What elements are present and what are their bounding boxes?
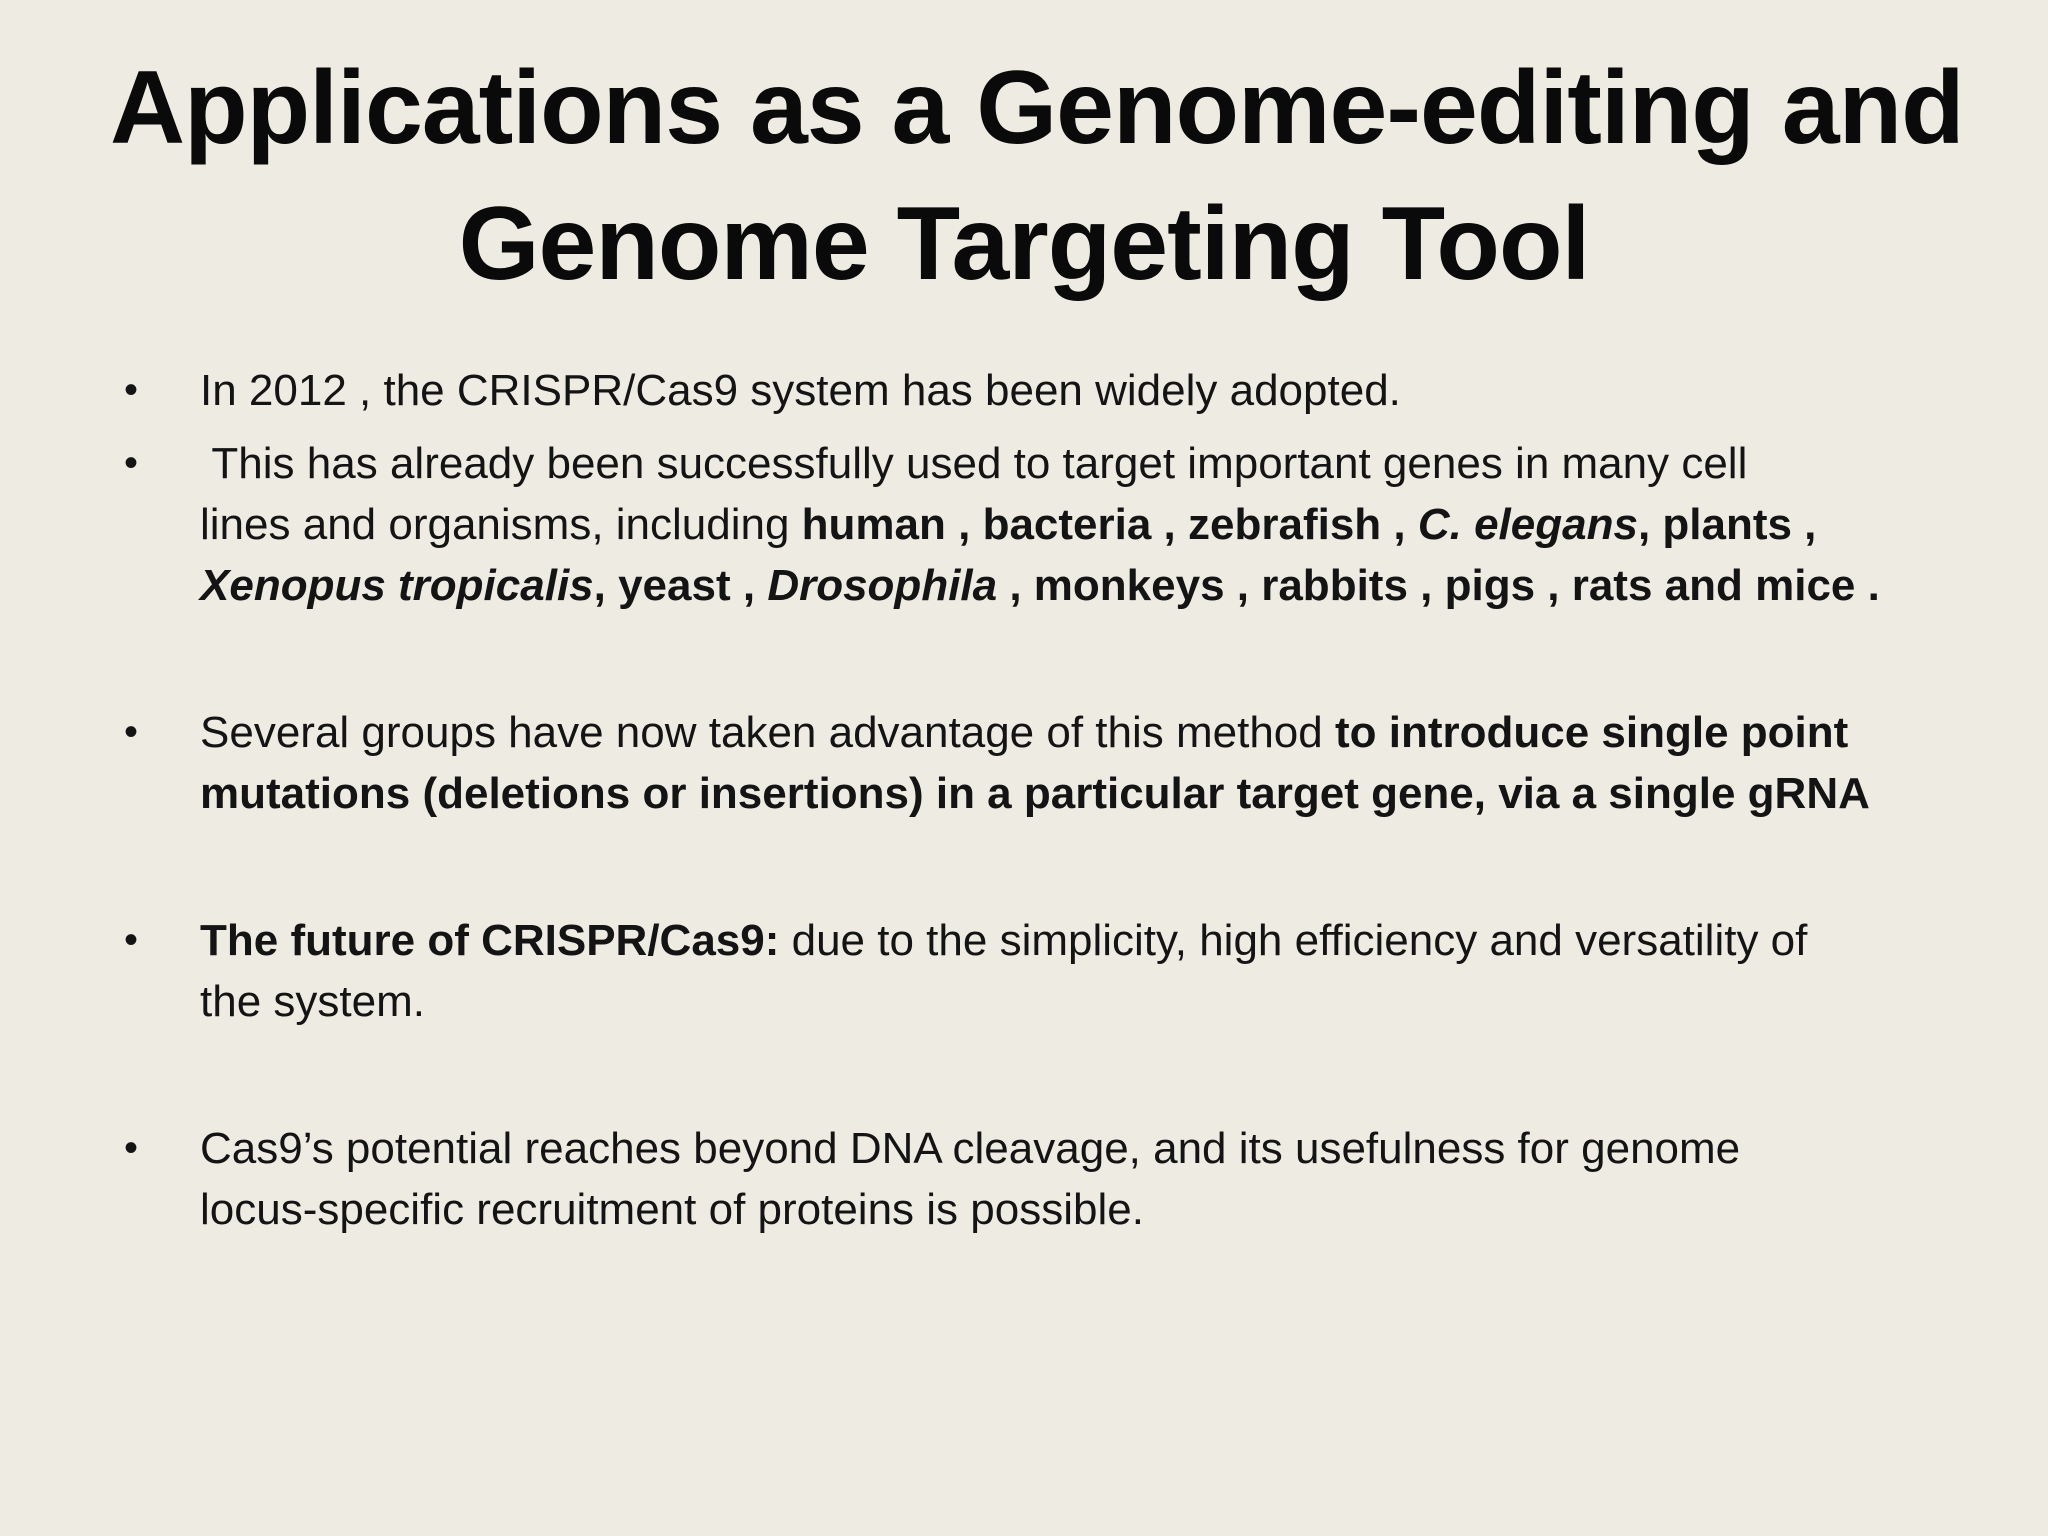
bullet-text-line: This has already been successfully used to target important genes in many cell bbox=[200, 439, 1748, 488]
bullet-dot-icon: • bbox=[124, 1126, 139, 1170]
bullet-text-bold: to introduce single point bbox=[1334, 708, 1849, 757]
slide-title bbox=[110, 0, 1964, 312]
bullet-text-bold: The future of CRISPR/Cas9: bbox=[200, 916, 780, 965]
bullet-text-line: the system. bbox=[200, 977, 425, 1026]
bullet-dot-icon: • bbox=[124, 368, 139, 412]
bullet-text-plain: due to the simplicity, high efficiency and versatility of bbox=[779, 916, 1808, 965]
bullet-item-adoption bbox=[0, 360, 2048, 421]
bullet-text-line: locus-specific recruitment of proteins is possible. bbox=[200, 1185, 1144, 1234]
bullet-text-bold: , yeast , bbox=[593, 561, 768, 610]
bullet-text-bold-italic: C. elegans bbox=[1417, 500, 1638, 549]
bullet-text: In 2012 , the CRISPR/Cas9 system has been widely adopted. bbox=[200, 366, 1401, 415]
bullet-text-line bbox=[200, 910, 1968, 971]
bullet-text-line: Cas9’s potential reaches beyond DNA cleavage, and its usefulness for genome bbox=[200, 1124, 1741, 1173]
slide-title-line-1: Applications as a Genome-editing and bbox=[110, 50, 1964, 166]
bullet-text-line: mutations (deletions or insertions) in a particular target gene, via a single gRNA bbox=[200, 769, 1870, 818]
bullet-text-line bbox=[200, 702, 1968, 763]
bullet-text-bold-italic: Drosophila bbox=[767, 561, 998, 610]
bullet-list bbox=[0, 360, 2048, 1240]
bullet-dot-icon: • bbox=[124, 918, 139, 962]
bullet-item-future bbox=[0, 910, 2048, 1032]
bullet-text-bold: human , bacteria , zebrafish , bbox=[801, 500, 1418, 549]
bullet-text-line bbox=[200, 494, 1968, 555]
bullet-text-bold: , plants , bbox=[1637, 500, 1817, 549]
bullet-item-point-mutations bbox=[0, 702, 2048, 824]
bullet-item-organisms bbox=[0, 433, 2048, 616]
slide-title-line-2: Genome Targeting Tool bbox=[458, 186, 1590, 302]
bullet-text-line bbox=[200, 555, 1968, 616]
bullet-dot-icon: • bbox=[124, 441, 139, 485]
bullet-text-bold-italic: Xenopus tropicalis bbox=[200, 561, 594, 610]
bullet-item-potential bbox=[0, 1118, 2048, 1240]
bullet-text-plain: Several groups have now taken advantage of this method bbox=[200, 708, 1335, 757]
bullet-dot-icon: • bbox=[124, 710, 139, 754]
bullet-text-plain: lines and organisms, including bbox=[200, 500, 802, 549]
bullet-text-bold: , monkeys , rabbits , pigs , rats and mice . bbox=[997, 561, 1880, 610]
